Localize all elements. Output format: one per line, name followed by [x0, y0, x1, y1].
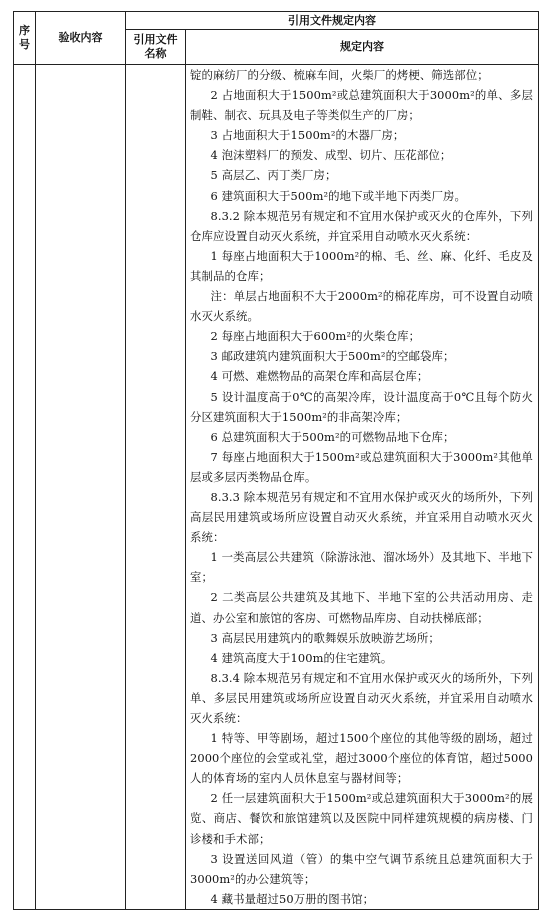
clause-paragraph: 4 可燃、难燃物品的高架仓库和高层仓库；	[210, 369, 429, 384]
header-doc-name: 引用文件名称	[126, 30, 186, 65]
header-row-top	[14, 12, 539, 30]
clause-paragraph: 4 藏书量超过50万册的图书馆；	[210, 891, 375, 906]
clause-paragraph: 6 建筑面积大于500m²的地下或半地下丙类厂房。	[210, 188, 467, 203]
seq-cell	[14, 65, 36, 910]
content-cell	[186, 65, 539, 910]
doc-name-cell	[126, 65, 186, 910]
clause-paragraph: 3 占地面积大于1500m²的木器厂房；	[210, 128, 405, 143]
header-item: 验收内容	[36, 12, 126, 65]
clause-paragraph: 1 一类高层公共建筑（除游泳池、溜冰场外）及其地下、半地下室；	[190, 550, 533, 585]
requirement-text	[186, 65, 538, 909]
table-row	[14, 65, 539, 910]
clause-paragraph: 8.3.3 除本规范另有规定和不宜用水保护或灭火的场所外，下列高层民用建筑或场所应设置自动灭火系统，并宜采用自动喷水灭火系统：	[190, 489, 533, 545]
document-page	[13, 11, 539, 906]
header-group: 引用文件规定内容	[126, 12, 539, 30]
clause-paragraph: 3 高层民用建筑内的歌舞娱乐放映游艺场所；	[210, 630, 440, 645]
clause-paragraph: 4 建筑高度大于100m的住宅建筑。	[210, 650, 393, 665]
clause-paragraph: 8.3.4 除本规范另有规定和不宜用水保护或灭火的场所外，下列单、多层民用建筑或场所应设置自动灭火系统，并宜采用自动喷水灭火系统：	[190, 670, 533, 725]
clause-paragraph: 7 每座占地面积大于1500m²或总建筑面积大于3000m²其他单层或多层丙类物品仓库。	[190, 449, 533, 484]
clause-paragraph: 5 设计温度高于0℃的高架冷库，设计温度高于0℃且每个防火分区建筑面积大于1500m²的非高架冷库；	[190, 389, 533, 424]
clause-paragraph: 锭的麻纺厂的分级、梳麻车间，火柴厂的烤梗、筛选部位；	[190, 68, 489, 82]
clause-paragraph: 5 高层乙、丙丁类厂房；	[210, 168, 337, 183]
clause-paragraph: 2 二类高层公共建筑及其地下、半地下室的公共活动用房、走道、办公室和旅馆的客房、可燃物品库房、自动扶梯底部；	[190, 590, 533, 625]
item-cell	[36, 65, 126, 910]
clause-paragraph: 8.3.2 除本规范另有规定和不宜用水保护或灭火的仓库外，下列仓库应设置自动灭火系统，并宜采用自动喷水灭火系统：	[190, 208, 533, 243]
clause-paragraph: 2 占地面积大于1500m²或总建筑面积大于3000m²的单、多层制鞋、制衣、玩具及电子等类似生产的厂房；	[190, 88, 533, 123]
clause-paragraph: 4 泡沫塑料厂的预发、成型、切片、压花部位；	[210, 148, 452, 163]
clause-paragraph: 1 每座占地面积大于1000m²的棉、毛、丝、麻、化纤、毛皮及其制品的仓库；	[190, 248, 533, 283]
clause-paragraph: 1 特等、甲等剧场，超过1500个座位的其他等级的剧场，超过2000个座位的会堂或礼堂，超过3000个座位的体育馆，超过5000人的体育场的室内人员休息室与器材间等；	[190, 731, 533, 786]
requirements-table	[13, 11, 539, 910]
clause-paragraph: 6 总建筑面积大于500m²的可燃物品地下仓库；	[210, 429, 455, 444]
clause-paragraph: 3 邮政建筑内建筑面积大于500m²的空邮袋库；	[210, 349, 455, 364]
clause-paragraph: 3 设置送回风道（管）的集中空气调节系统且总建筑面积大于3000m²的办公建筑等；	[190, 851, 533, 886]
clause-paragraph: 2 任一层建筑面积大于1500m²或总建筑面积大于3000m²的展览、商店、餐饮和旅馆建筑以及医院中同样建筑规模的病房楼、门诊楼和手术部；	[190, 791, 533, 846]
header-seq: 序号	[14, 12, 36, 65]
clause-paragraph: 2 每座占地面积大于600m²的火柴仓库；	[210, 329, 421, 344]
clause-paragraph: 注：单层占地面积不大于2000m²的棉花库房，可不设置自动喷水灭火系统。	[190, 289, 533, 324]
header-content: 规定内容	[186, 30, 539, 65]
